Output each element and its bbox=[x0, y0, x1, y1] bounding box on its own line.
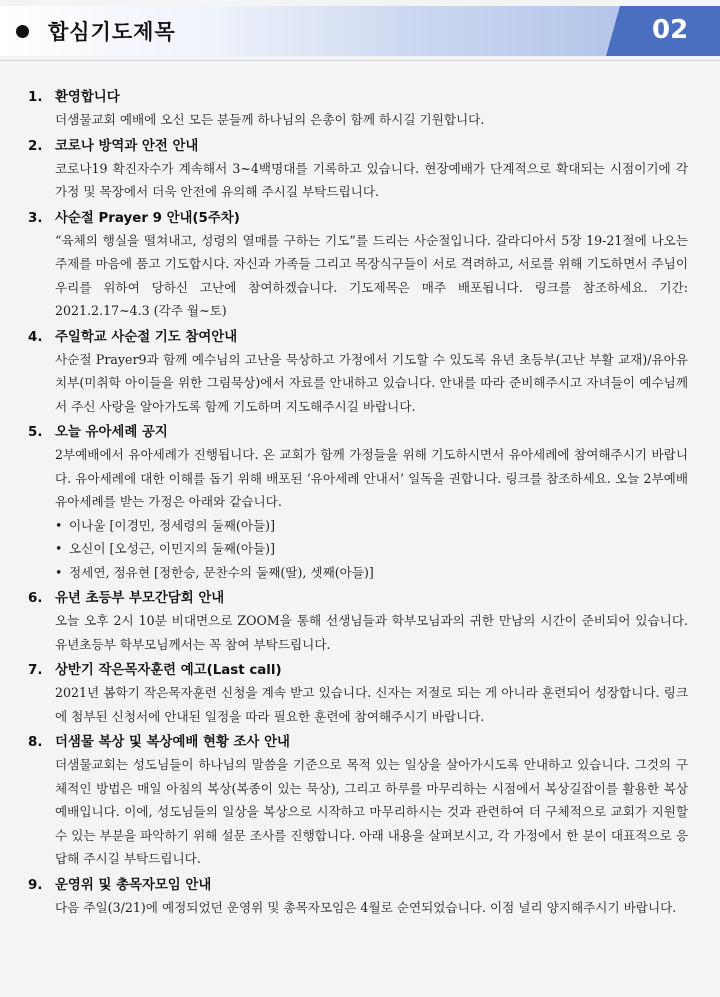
item-title: 사순절 Prayer 9 안내(5주차) bbox=[55, 210, 240, 226]
item-title: 상반기 작은목자훈련 예고(Last call) bbox=[55, 663, 282, 678]
item-heading bbox=[28, 589, 688, 608]
item-number: 4. bbox=[28, 329, 43, 345]
item-heading bbox=[28, 733, 688, 752]
item-number: 5. bbox=[28, 425, 43, 440]
item-number: 7. bbox=[28, 663, 43, 678]
item-title: 유년 초등부 부모간담회 안내 bbox=[55, 591, 225, 606]
page-title: 합심기도제목 bbox=[48, 20, 176, 44]
announcement-item bbox=[28, 661, 688, 728]
item-body: “육체의 행실을 떨쳐내고, 성령의 열매를 구하는 기도”를 드리는 사순절입니다. 갈라디아서 5장 19-21절에 나오는 주제를 마음에 품고 기도합시다. 자신과 가족들 그리고 목장식구들이 서로 격려하고, 서로를 위해 기도하면서 주님이 우리를 위하여 당하신 고난에 참여하겠습니다. 기도제목은 매주 배포됩니다. 링크를 참조하세요. 기간: 2021.2.17~4.3 (각주 월~토) bbox=[55, 232, 688, 318]
item-title: 운영위 및 총목자모임 안내 bbox=[55, 877, 212, 893]
item-body: 코로나19 확진자수가 계속해서 3~4백명대를 기록하고 있습니다. 현장예배가 단계적으로 확대되는 시점이기에 각 가정 및 목장에서 더욱 안전에 유의해 주시길 부탁드립니다. bbox=[55, 160, 688, 199]
item-body: 더샘물교회는 성도님들이 하나님의 말씀을 기준으로 목적 있는 일상을 살아가시도록 안내하고 있습니다. 그것의 구체적인 방법은 매일 아침의 복상(복종이 있는 묵상), 그리고 하루를 마무리하는 시점에서 복상길잡이를 활용한 복상 예배입니다. 이에, 성도님들의 일상을 복상으로 시작하고 마무리하시는 것과 관련하여 더 구체적으로 교회가 지원할 수 있는 부분을 파악하기 위해 설문 조사를 진행합니다. 아래 내용을 살펴보시고, 각 가정에서 한 분이 대표적으로 응답해 주시길 부탁드립니다. bbox=[55, 757, 688, 866]
announcement-item bbox=[28, 328, 688, 419]
announcement-item bbox=[28, 876, 688, 920]
item-heading bbox=[28, 88, 688, 107]
baptism-family-list bbox=[55, 514, 688, 585]
item-heading bbox=[28, 876, 688, 895]
item-title: 오늘 유아세례 공지 bbox=[55, 425, 168, 440]
item-heading bbox=[28, 209, 688, 228]
list-item: • 오신이 [오성근, 이민지의 둘째(아들)] bbox=[55, 537, 688, 561]
item-body: 2021년 봄학기 작은목자훈련 신청을 계속 받고 있습니다. 신자는 저절로 되는 게 아니라 훈련되어 성장합니다. 링크에 첨부된 신청서에 안내된 일정을 따라 필요한 훈련에 참여해주시기 바랍니다. bbox=[55, 685, 688, 724]
announcement-item bbox=[28, 88, 688, 132]
item-body: 오늘 오후 2시 10분 비대면으로 ZOOM을 통해 선생님들과 학부모님과의 귀한 만남의 시간이 준비되어 있습니다. 유년초등부 학부모님께서는 꼭 참여 부탁드립니다. bbox=[55, 613, 688, 652]
item-number: 2. bbox=[28, 138, 43, 154]
item-heading bbox=[28, 328, 688, 347]
item-title: 환영합니다 bbox=[55, 90, 120, 105]
list-item: • 이나울 [이경민, 정세령의 둘째(아들)] bbox=[55, 514, 688, 538]
announcement-item bbox=[28, 589, 688, 656]
item-title: 더샘물 복상 및 복상예배 현황 조사 안내 bbox=[55, 735, 290, 750]
item-body: 사순절 Prayer9과 함께 예수님의 고난을 묵상하고 가정에서 기도할 수 있도록 유년 초등부(고난 부활 교재)/유아유치부(미취학 아이들을 위한 그림묵상)에서 자료를 안내하고 있습니다. 안내를 따라 준비해주시고 자녀들이 예수님께서 주신 사랑을 알아가도록 함께 기도하며 지도해주시길 바랍니다. bbox=[55, 351, 688, 414]
item-title: 코로나 방역과 안전 안내 bbox=[55, 138, 199, 154]
section-header bbox=[0, 6, 720, 56]
announcement-item bbox=[28, 423, 688, 584]
item-heading bbox=[28, 137, 688, 156]
item-body-container bbox=[55, 443, 688, 584]
header-divider bbox=[0, 60, 720, 61]
announcement-list bbox=[28, 88, 688, 924]
header-bullet-icon bbox=[16, 25, 29, 38]
announcement-item bbox=[28, 209, 688, 323]
list-item: • 정세연, 정유현 [정한승, 문찬수의 둘째(딸), 셋째(아들)] bbox=[55, 561, 688, 585]
item-body: 더샘물교회 예배에 오신 모든 분들께 하나님의 은총이 함께 하시길 기원합니다. bbox=[55, 112, 485, 127]
announcement-item bbox=[28, 733, 688, 871]
item-heading bbox=[28, 423, 688, 442]
item-number: 9. bbox=[28, 877, 43, 893]
page-number: 02 bbox=[652, 15, 689, 45]
item-number: 8. bbox=[28, 735, 43, 750]
item-title: 주일학교 사순절 기도 참여안내 bbox=[55, 329, 238, 345]
item-heading bbox=[28, 661, 688, 680]
item-number: 3. bbox=[28, 210, 43, 226]
item-number: 1. bbox=[28, 90, 43, 105]
announcement-item bbox=[28, 137, 688, 204]
item-body: 다음 주일(3/21)에 예정되었던 운영위 및 총목자모임은 4월로 순연되었습니다. 이점 널리 양지해주시기 바랍니다. bbox=[55, 899, 677, 915]
item-number: 6. bbox=[28, 591, 43, 606]
item-body: 2부예배에서 유아세례가 진행됩니다. 온 교회가 함께 가정들을 위해 기도하시면서 유아세례에 참여해주시기 바랍니다. 유아세례에 대한 이해를 돕기 위해 배포된 ‘유아세례 안내서’ 일독을 권합니다. 링크를 참조하세요. 오늘 2부예배 유아세례를 받는 가정은 아래와 같습니다. bbox=[55, 447, 688, 509]
